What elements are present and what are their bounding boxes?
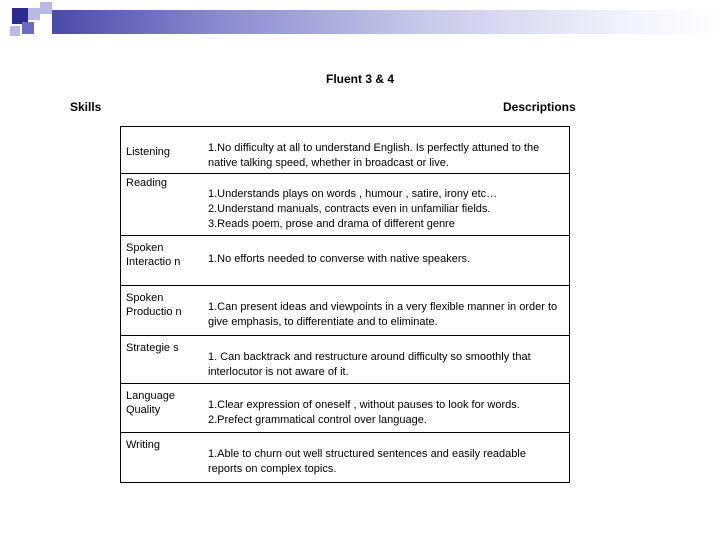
description-cell	[201, 336, 570, 384]
descriptions-heading: Descriptions	[503, 100, 576, 114]
slide-title: Fluent 3 & 4	[325, 72, 394, 86]
header-gradient-bar	[52, 10, 720, 34]
description-line: 1.No efforts needed to converse with native speakers.	[208, 253, 471, 265]
description-line: 1.No difficulty at all to understand English. Is perfectly attuned to the native talking speed, whether in broadcast or live.	[208, 142, 540, 169]
description-cell	[201, 286, 570, 336]
skill-cell: Spoken Productio n	[121, 286, 202, 336]
description-cell	[201, 433, 570, 483]
skills-heading: Skills	[70, 100, 102, 114]
table-row	[121, 286, 570, 336]
skill-cell: Language Quality	[121, 384, 202, 433]
description-line: 2.Understand manuals, contracts even in unfamiliar fields.	[208, 203, 491, 215]
description-line: 1.Clear expression of oneself , without pauses to look for words.	[208, 399, 520, 411]
table-row	[121, 127, 570, 174]
skill-cell: Reading	[121, 174, 202, 236]
description-line: 1.Able to churn out well structured sentences and easily readable reports on complex topics.	[208, 448, 526, 475]
table-row	[121, 336, 570, 384]
description-cell	[201, 127, 570, 174]
description-line: 2.Prefect grammatical control over language.	[208, 414, 427, 426]
table-row	[121, 236, 570, 286]
table-row	[121, 433, 570, 483]
description-cell	[201, 174, 570, 236]
description-cell	[201, 384, 570, 433]
skill-cell: Strategie s	[121, 336, 202, 384]
description-line: 3.Reads poem, prose and drama of different genre	[208, 218, 455, 230]
skill-cell: Spoken Interactio n	[121, 236, 202, 286]
description-cell	[201, 236, 570, 286]
description-line: 1. Can backtrack and restructure around difficulty so smoothly that interlocutor is not aware of it.	[208, 351, 531, 378]
table-row	[121, 174, 570, 236]
skill-cell: Writing	[121, 433, 202, 483]
skills-table	[120, 126, 570, 483]
skill-cell: Listening	[121, 127, 202, 174]
description-line: 1.Understands plays on words , humour , satire, irony etc…	[208, 188, 498, 200]
description-line: 1.Can present ideas and viewpoints in a very flexible manner in order to give emphasis, to differentiate and to eliminate.	[208, 301, 558, 328]
table-row	[121, 384, 570, 433]
